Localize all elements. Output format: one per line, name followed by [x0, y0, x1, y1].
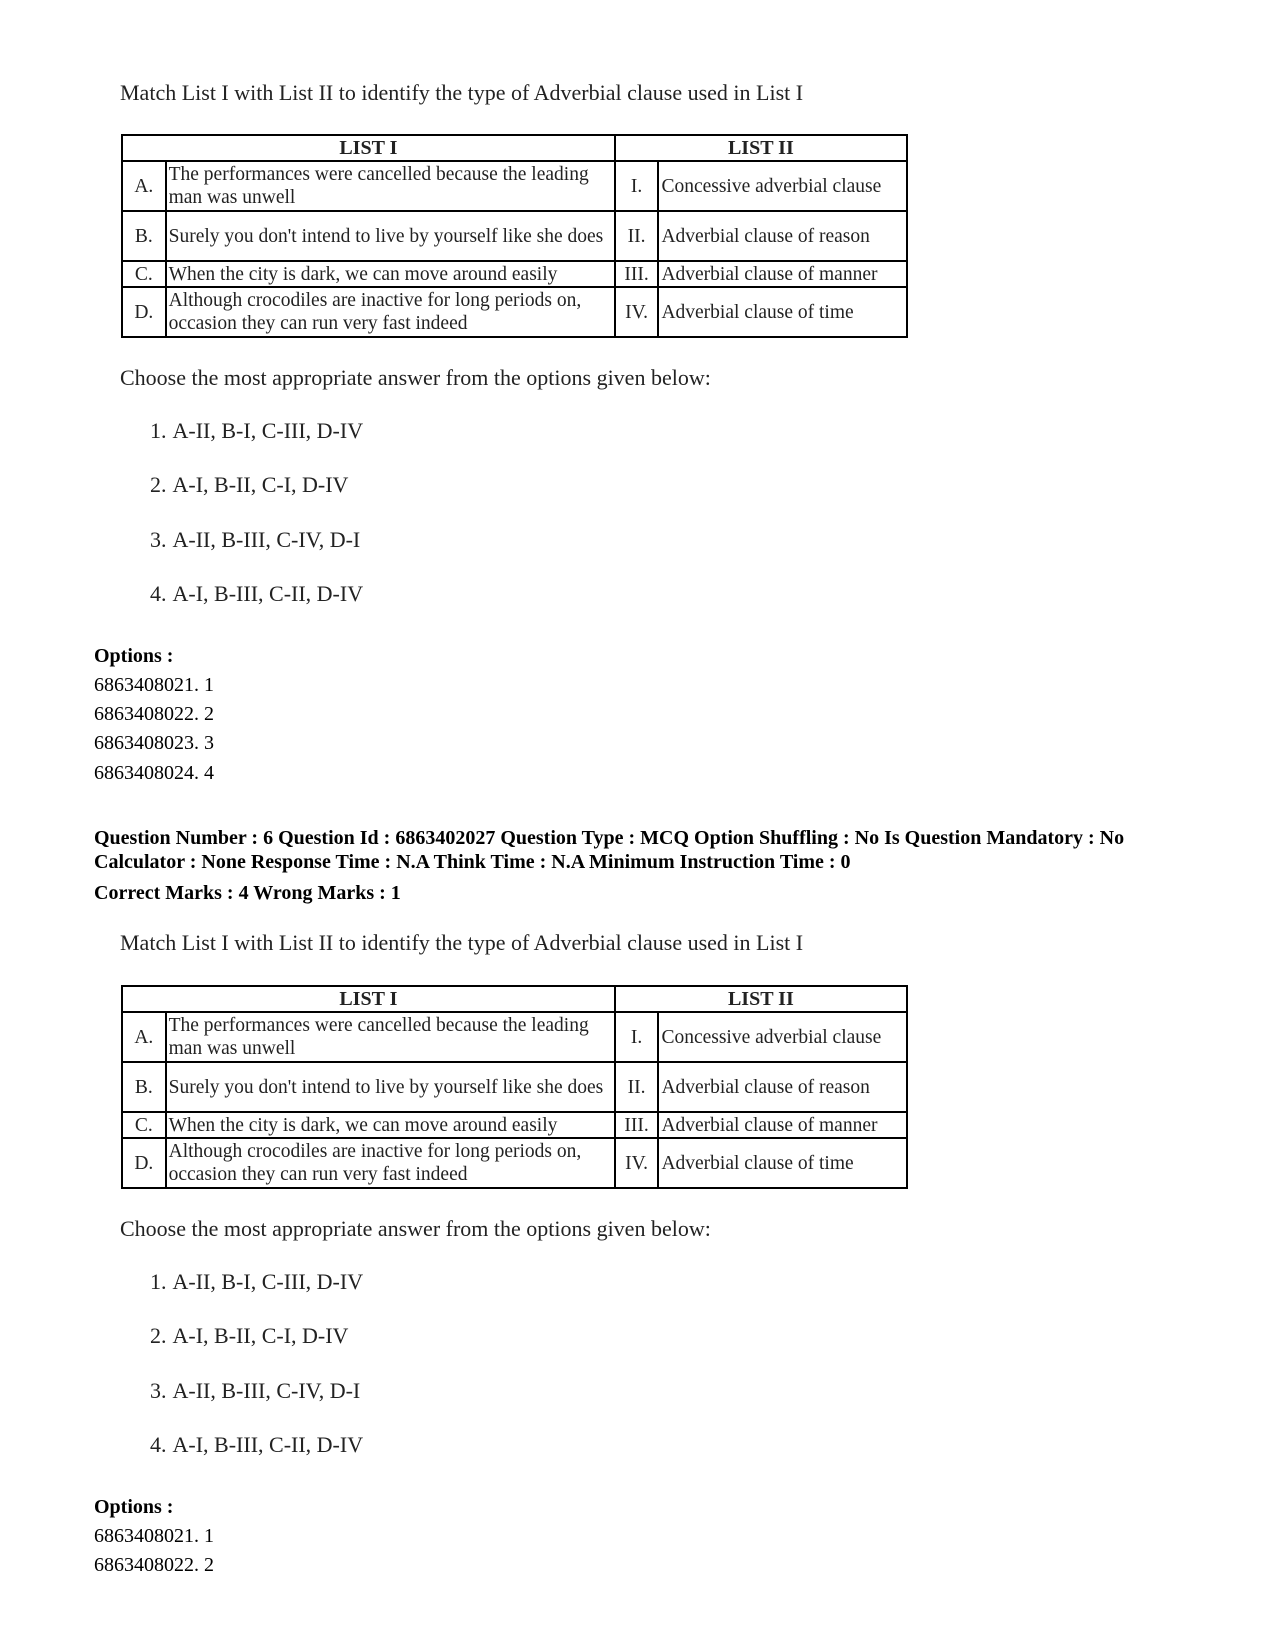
row-letter: A. [122, 161, 166, 211]
list2-header: LIST II [615, 135, 907, 161]
list1-header: LIST I [122, 135, 615, 161]
table-row [122, 1138, 907, 1188]
list2-item: Adverbial clause of reason [658, 1062, 907, 1112]
list2-item: Concessive adverbial clause [658, 161, 907, 211]
row-letter: B. [122, 211, 166, 261]
list1-item: Surely you don't intend to live by yourself like she does [166, 1062, 615, 1112]
answer-choice [150, 527, 360, 553]
choice-text: A-I, B-III, C-II, D-IV [172, 1432, 364, 1457]
list2-item: Adverbial clause of time [658, 287, 907, 337]
choose-instruction: Choose the most appropriate answer from the options given below: [120, 365, 711, 390]
table-row [122, 261, 907, 287]
choice-number: 2. [150, 1323, 167, 1348]
choice-number: 3. [150, 1378, 167, 1403]
choice-text: A-I, B-II, C-I, D-IV [172, 472, 349, 497]
choice-text: A-II, B-III, C-IV, D-I [172, 527, 361, 552]
table-row [122, 161, 907, 211]
table-row [122, 211, 907, 261]
list1-item: The performances were cancelled because the leading man was unwell [166, 1012, 615, 1062]
list1-item: Although crocodiles are inactive for long periods on, occasion they can run very fast indeed [166, 1138, 615, 1188]
row-numeral: III. [615, 1112, 659, 1138]
row-letter: B. [122, 1062, 166, 1112]
choice-number: 2. [150, 472, 167, 497]
list1-item: Although crocodiles are inactive for long periods on, occasion they can run very fast indeed [166, 287, 615, 337]
list1-header: LIST I [122, 986, 615, 1012]
option-id: 6863408024. 4 [94, 762, 214, 784]
answer-choice [150, 472, 348, 498]
choice-number: 4. [150, 1432, 167, 1457]
question-title: Match List I with List II to identify the type of Adverbial clause used in List I [120, 80, 804, 105]
answer-choice [150, 1269, 363, 1295]
match-table [121, 134, 908, 338]
row-letter: D. [122, 1138, 166, 1188]
answer-choice [150, 1323, 348, 1349]
list2-item: Adverbial clause of manner [658, 1112, 907, 1138]
options-label: Options : [94, 645, 174, 667]
choice-text: A-I, B-II, C-I, D-IV [172, 1323, 349, 1348]
option-id: 6863408023. 3 [94, 732, 214, 754]
list2-item: Adverbial clause of manner [658, 261, 907, 287]
choice-text: A-II, B-III, C-IV, D-I [172, 1378, 361, 1403]
option-id: 6863408022. 2 [94, 1554, 214, 1576]
row-numeral: II. [615, 211, 659, 261]
row-letter: D. [122, 287, 166, 337]
options-label: Options : [94, 1496, 174, 1518]
choice-number: 4. [150, 581, 167, 606]
question-marks: Correct Marks : 4 Wrong Marks : 1 [94, 882, 401, 904]
row-numeral: II. [615, 1062, 659, 1112]
answer-choice [150, 581, 363, 607]
choice-text: A-II, B-I, C-III, D-IV [172, 418, 364, 443]
choice-number: 1. [150, 418, 167, 443]
table-row [122, 1012, 907, 1062]
list1-item: When the city is dark, we can move around easily [166, 1112, 615, 1138]
list2-item: Concessive adverbial clause [658, 1012, 907, 1062]
choose-instruction: Choose the most appropriate answer from the options given below: [120, 1216, 711, 1241]
list2-header: LIST II [615, 986, 907, 1012]
row-numeral: IV. [615, 287, 659, 337]
row-numeral: I. [615, 1012, 659, 1062]
list2-item: Adverbial clause of time [658, 1138, 907, 1188]
list1-item: The performances were cancelled because the leading man was unwell [166, 161, 615, 211]
row-letter: C. [122, 261, 166, 287]
option-id: 6863408021. 1 [94, 674, 214, 696]
choice-text: A-II, B-I, C-III, D-IV [172, 1269, 364, 1294]
answer-choice [150, 418, 363, 444]
list2-item: Adverbial clause of reason [658, 211, 907, 261]
table-row [122, 287, 907, 337]
row-letter: C. [122, 1112, 166, 1138]
table-row [122, 1062, 907, 1112]
match-table [121, 985, 908, 1189]
row-numeral: III. [615, 261, 659, 287]
option-id: 6863408021. 1 [94, 1525, 214, 1547]
row-numeral: IV. [615, 1138, 659, 1188]
row-numeral: I. [615, 161, 659, 211]
answer-choice [150, 1432, 363, 1458]
choice-text: A-I, B-III, C-II, D-IV [172, 581, 364, 606]
choice-number: 3. [150, 527, 167, 552]
answer-choice [150, 1378, 360, 1404]
list1-item: Surely you don't intend to live by yourself like she does [166, 211, 615, 261]
table-row [122, 1112, 907, 1138]
option-id: 6863408022. 2 [94, 703, 214, 725]
choice-number: 1. [150, 1269, 167, 1294]
list1-item: When the city is dark, we can move around easily [166, 261, 615, 287]
row-letter: A. [122, 1012, 166, 1062]
question-meta: Question Number : 6 Question Id : 6863402027 Question Type : MCQ Option Shuffling : No Is Question Mandatory : No Calculator : None Response Time : N.A Think Time : N.A Minimum Instruction Time : 0 [94, 827, 1125, 873]
question-title: Match List I with List II to identify the type of Adverbial clause used in List I [120, 930, 804, 955]
